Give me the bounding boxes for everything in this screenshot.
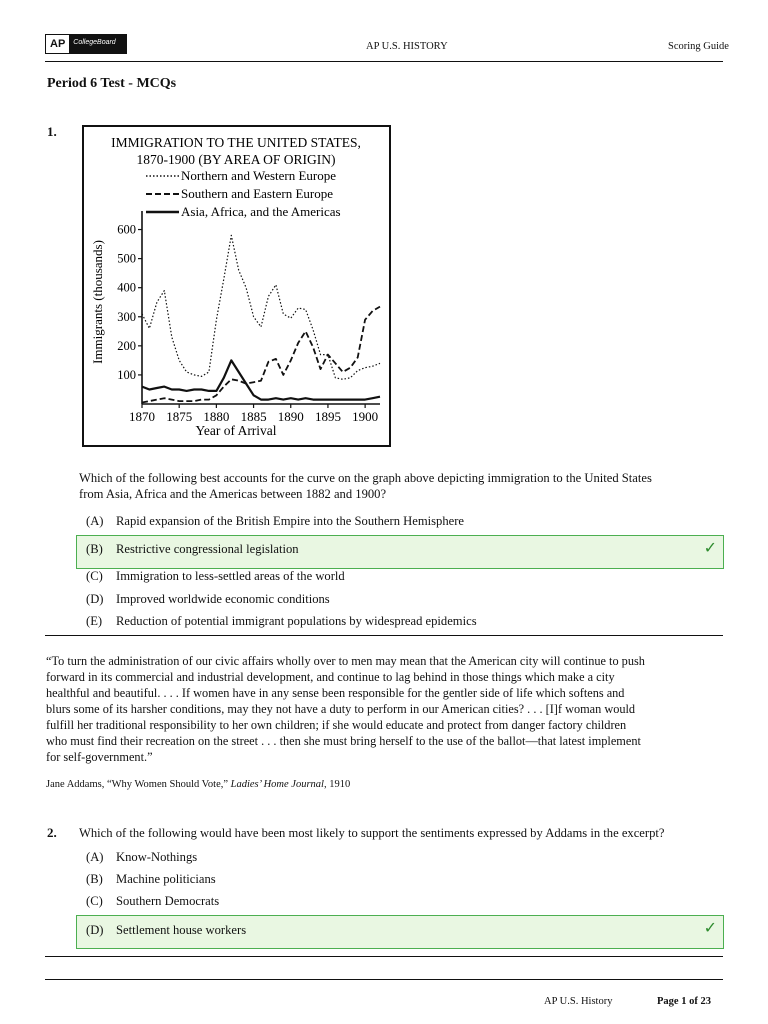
q1-option-a[interactable]	[86, 513, 464, 529]
y-tick-label: 300	[117, 309, 136, 324]
y-tick-label: 200	[117, 338, 136, 353]
series-line-1	[142, 235, 380, 379]
legend-label-1: Northern and Western Europe	[181, 168, 337, 183]
passage-line: “To turn the administration of our civic affairs wholly over to men may mean that the American city will continue to push	[46, 654, 645, 668]
footer-divider	[45, 979, 723, 980]
logo-ap-text: AP	[46, 35, 69, 53]
q2-option-b-text: Machine politicians	[116, 872, 216, 886]
q2-option-d-letter: (D)	[86, 923, 104, 937]
passage-line: forward in its commercial and industrial development, and continue to lag behind in those things which make a city	[46, 670, 615, 684]
page-title: Period 6 Test - MCQs	[47, 76, 177, 91]
chart-axes	[117, 211, 380, 424]
q1-option-c-letter: (C)	[86, 569, 103, 583]
q1-option-d-text: Improved worldwide economic conditions	[116, 592, 330, 606]
immigration-chart	[82, 125, 391, 447]
x-tick-label: 1895	[314, 409, 341, 424]
q2-option-c[interactable]	[86, 893, 219, 909]
x-tick-label: 1885	[240, 409, 267, 424]
section-divider	[45, 635, 723, 636]
q1-option-d-letter: (D)	[86, 592, 104, 606]
x-tick-label: 1890	[277, 409, 304, 424]
footer-page-number: Page 1 of 23	[657, 996, 711, 1007]
passage-source	[46, 779, 350, 790]
legend-label-2: Southern and Eastern Europe	[181, 186, 333, 201]
chart-y-label: Immigrants (thousands)	[90, 240, 105, 364]
x-tick-label: 1880	[203, 409, 230, 424]
header-course-title: AP U.S. HISTORY	[366, 41, 448, 52]
source-author: Jane Addams, “Why Women Should Vote,”	[46, 779, 231, 790]
q2-option-c-letter: (C)	[86, 894, 103, 908]
q1-option-d[interactable]	[86, 591, 330, 607]
q2-option-b-letter: (B)	[86, 872, 103, 886]
passage-line: healthful and beautiful. . . . If women have in any sense been responsible for the gentler side of life which softens and	[46, 686, 625, 700]
chart-x-label: Year of Arrival	[195, 423, 277, 438]
q1-option-c-text: Immigration to less-settled areas of the world	[116, 569, 345, 583]
passage-line: for self-government.”	[46, 750, 153, 764]
q1-option-b-letter: (B)	[86, 542, 103, 556]
q2-option-d-text: Settlement house workers	[116, 923, 247, 937]
question-1-stem-line1: Which of the following best accounts for the curve on the graph above depicting immigration to the United States	[79, 471, 652, 485]
q1-option-b-correct[interactable]	[76, 535, 724, 569]
y-tick-label: 400	[117, 280, 136, 295]
question-1-stem	[79, 470, 729, 502]
q1-option-a-letter: (A)	[86, 514, 104, 528]
question-1-number: 1.	[47, 124, 57, 139]
question-2-number: 2.	[47, 825, 57, 840]
question-1-stem-line2: from Asia, Africa and the Americas between 1882 and 1900?	[79, 487, 387, 501]
y-tick-label: 600	[117, 222, 136, 237]
q2-option-a-text: Know-Nothings	[116, 850, 198, 864]
x-tick-label: 1870	[129, 409, 155, 424]
q1-option-e-letter: (E)	[86, 614, 103, 628]
ap-collegeboard-logo	[45, 34, 127, 54]
q1-option-e[interactable]	[86, 613, 477, 629]
passage-line: who must find their recreation on the street . . . then she must bring herself to the use of the ballot—that latest implement	[46, 734, 641, 748]
q1-option-e-text: Reduction of potential immigrant populations by widespread epidemics	[116, 614, 477, 628]
chart-svg	[84, 127, 389, 445]
passage-line: blurs some of its harsher conditions, may they not have a duty to perform in our American cities? . . . [I]f woman would	[46, 702, 636, 716]
legend-label-3: Asia, Africa, and the Americas	[181, 204, 341, 219]
header-scoring-guide: Scoring Guide	[668, 41, 729, 52]
header-divider	[45, 61, 723, 62]
q2-option-a-letter: (A)	[86, 850, 104, 864]
source-publication: Ladies’ Home Journal	[230, 779, 324, 790]
chart-title: IMMIGRATION TO THE UNITED STATES,	[111, 135, 361, 150]
logo-collegeboard-text: CollegeBoard	[69, 35, 126, 53]
y-tick-label: 500	[117, 251, 136, 266]
addams-passage	[46, 653, 736, 765]
q1-option-c[interactable]	[86, 568, 345, 584]
x-tick-label: 1900	[352, 409, 379, 424]
q2-option-b[interactable]	[86, 871, 216, 887]
correct-check-icon: ✓	[703, 920, 717, 937]
correct-check-icon: ✓	[703, 540, 717, 557]
passage-line: fulfill her traditional responsibility to her own children; if she would educate and protect from danger factory children	[46, 718, 627, 732]
footer-course: AP U.S. History	[544, 996, 613, 1007]
y-tick-label: 100	[117, 367, 136, 382]
q2-option-d-correct[interactable]	[76, 915, 724, 949]
x-tick-label: 1875	[166, 409, 193, 424]
q2-option-c-text: Southern Democrats	[116, 894, 220, 908]
q1-option-b-text: Restrictive congressional legislation	[116, 542, 299, 556]
chart-subtitle: 1870-1900 (BY AREA OF ORIGIN)	[136, 152, 336, 167]
source-year: , 1910	[323, 779, 351, 790]
chart-series	[142, 235, 380, 402]
chart-legend	[146, 168, 341, 219]
q2-option-a[interactable]	[86, 849, 197, 865]
section-divider	[45, 956, 723, 957]
q1-option-a-text: Rapid expansion of the British Empire into the Southern Hemisphere	[116, 514, 465, 528]
question-2-stem: Which of the following would have been most likely to support the sentiments expressed by Addams in the excerpt?	[79, 826, 665, 840]
